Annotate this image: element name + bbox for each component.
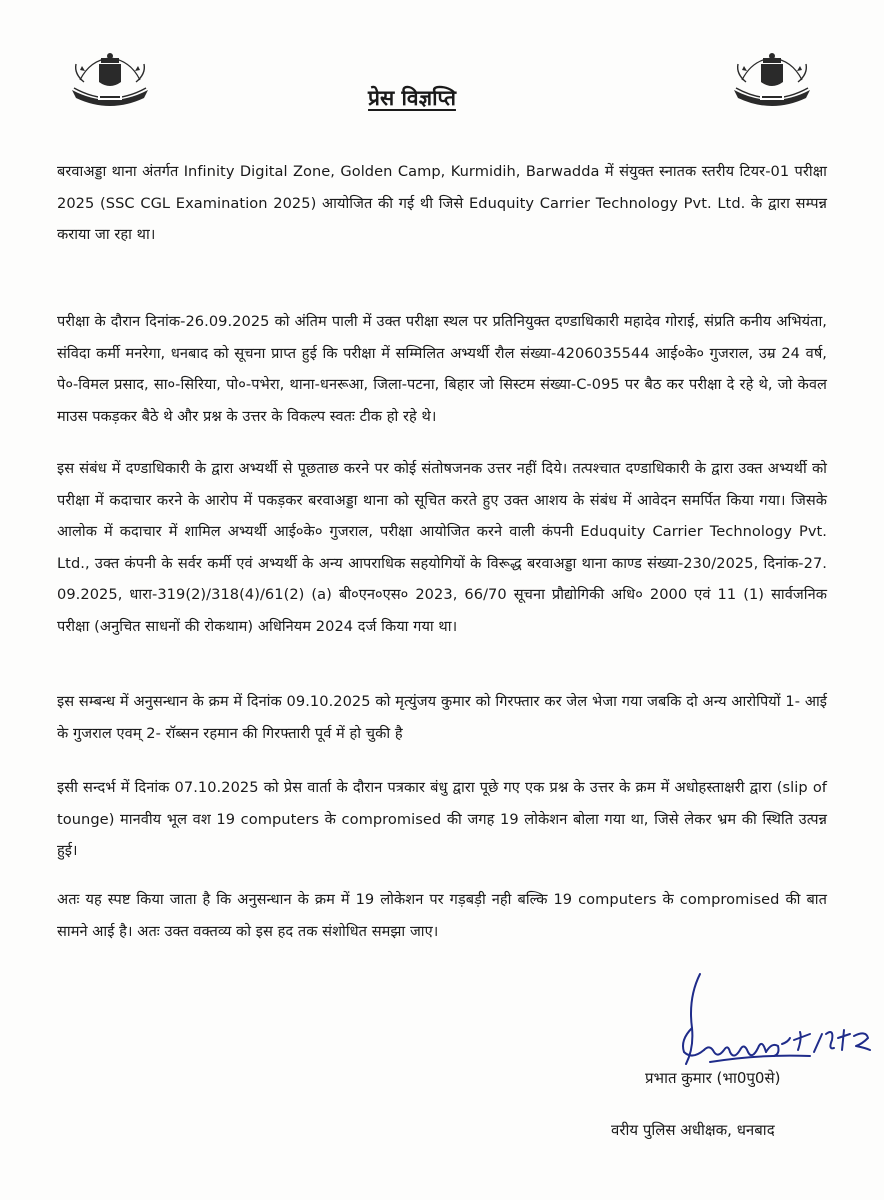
paragraph-correction: अतः यह स्पष्ट किया जाता है कि अनुसन्धान के क्रम में 19 लोकेशन पर गड़बड़ी नही बल्कि 19 computers के compromised की बात सामने आई है। अतः उक्त वक्तव्य को इस हद तक संशोधित समझा जाए। — [57, 891, 827, 940]
paragraph-incident: परीक्षा के दौरान दिनांक-26.09.2025 को अंतिम पाली में उक्त परीक्षा स्थल पर प्रतिनियुक्त दण्डाधिकारी महादेव गोराई, संप्रति कनीय अभियंता, संविदा कर्मी मनरेगा, धनबाद को सूचना प्राप्त हुई कि परीक्षा में सम्मिलित अभ्यर्थी रौल संख्या-4206035544 आई०के० गुजराल, उम्र 24 वर्ष, पे०-विमल प्रसाद, सा०-सिरिया, पो०-पभेरा, थाना-धनरूआ, जिला-पटना, बिहार जो सिस्टम संख्या-C-095 पर बैठ कर परीक्षा दे रहे थे, जो केवल माउस पकड़कर बैठे थे और प्रश्न के उत्तर के विकल्प स्वतः टीक हो रहे थे। — [57, 313, 827, 425]
document-title: प्रेस विज्ञप्ति — [368, 86, 456, 110]
paragraph-exam-info: बरवाअड्डा थाना अंतर्गत Infinity Digital Zone, Golden Camp, Kurmidih, Barwadda में संयुक्त स्नातक स्तरीय टियर-01 परीक्षा 2025 (SSC CGL Examination 2025) आयोजित की गई थी जिसे Eduquity Carrier Technology Pvt. Ltd. के द्वारा सम्पन्न कराया जा रहा था। — [57, 163, 827, 243]
signatory-name: प्रभात कुमार (भा0पु0से) — [645, 1069, 781, 1087]
signatory-designation: वरीय पुलिस अधीक्षक, धनबाद — [611, 1121, 775, 1139]
handwritten-signature — [670, 968, 880, 1073]
paragraph-press-clarification: इसी सन्दर्भ में दिनांक 07.10.2025 को प्रेस वार्ता के दौरान पत्रकार बंधु द्वारा पूछे गए एक प्रश्न के उत्तर के क्रम में अधोहस्ताक्षरी द्वारा (slip of tounge) मानवीय भूल वश 19 computers के compromised की जगह 19 लोकेशन बोला गया था, जिसे लेकर भ्रम की स्थिति उत्पन्न हुई। — [57, 779, 827, 859]
paragraph-case-registration: इस संबंध में दण्डाधिकारी के द्वारा अभ्यर्थी से पूछताछ करने पर कोई संतोषजनक उत्तर नहीं दिये। तत्पश्चात दण्डाधिकारी के द्वारा उक्त अभ्यर्थी को परीक्षा में कदाचार करने के आरोप में पकड़कर बरवाअड्डा थाना को सूचित करते हुए उक्त आशय के संबंध में आवेदन समर्पित किया गया। जिसके आलोक में कदाचार में शामिल अभ्यर्थी आई०के० गुजराल, परीक्षा आयोजित करने वाली कंपनी Eduquity Carrier Technology Pvt. Ltd., उक्त कंपनी के सर्वर कर्मी एवं अभ्यर्थी के अन्य आपराधिक सहयोगियों के विरूद्ध बरवाअड्डा थाना काण्ड संख्या-230/2025, दिनांक-27. 09.2025, धारा-319(2)/318(4)/61(2) (a) बी०एन०एस० 2023, 66/70 सूचना प्रौद्योगिकी अधि० 2000 एवं 11 (1) सार्वजनिक परीक्षा (अनुचित साधनों की रोकथाम) अधिनियम 2024 दर्ज किया गया था। — [57, 460, 827, 635]
paragraph-arrest: इस सम्बन्ध में अनुसन्धान के क्रम में दिनांक 09.10.2025 को मृत्युंजय कुमार को गिरफ्तार कर जेल भेजा गया जबकि दो अन्य आरोपियों 1- आई के गुजराल एवम् 2- रॉब्सन रहमान की गिरफ्तारी पूर्व में हो चुकी है — [57, 693, 827, 742]
